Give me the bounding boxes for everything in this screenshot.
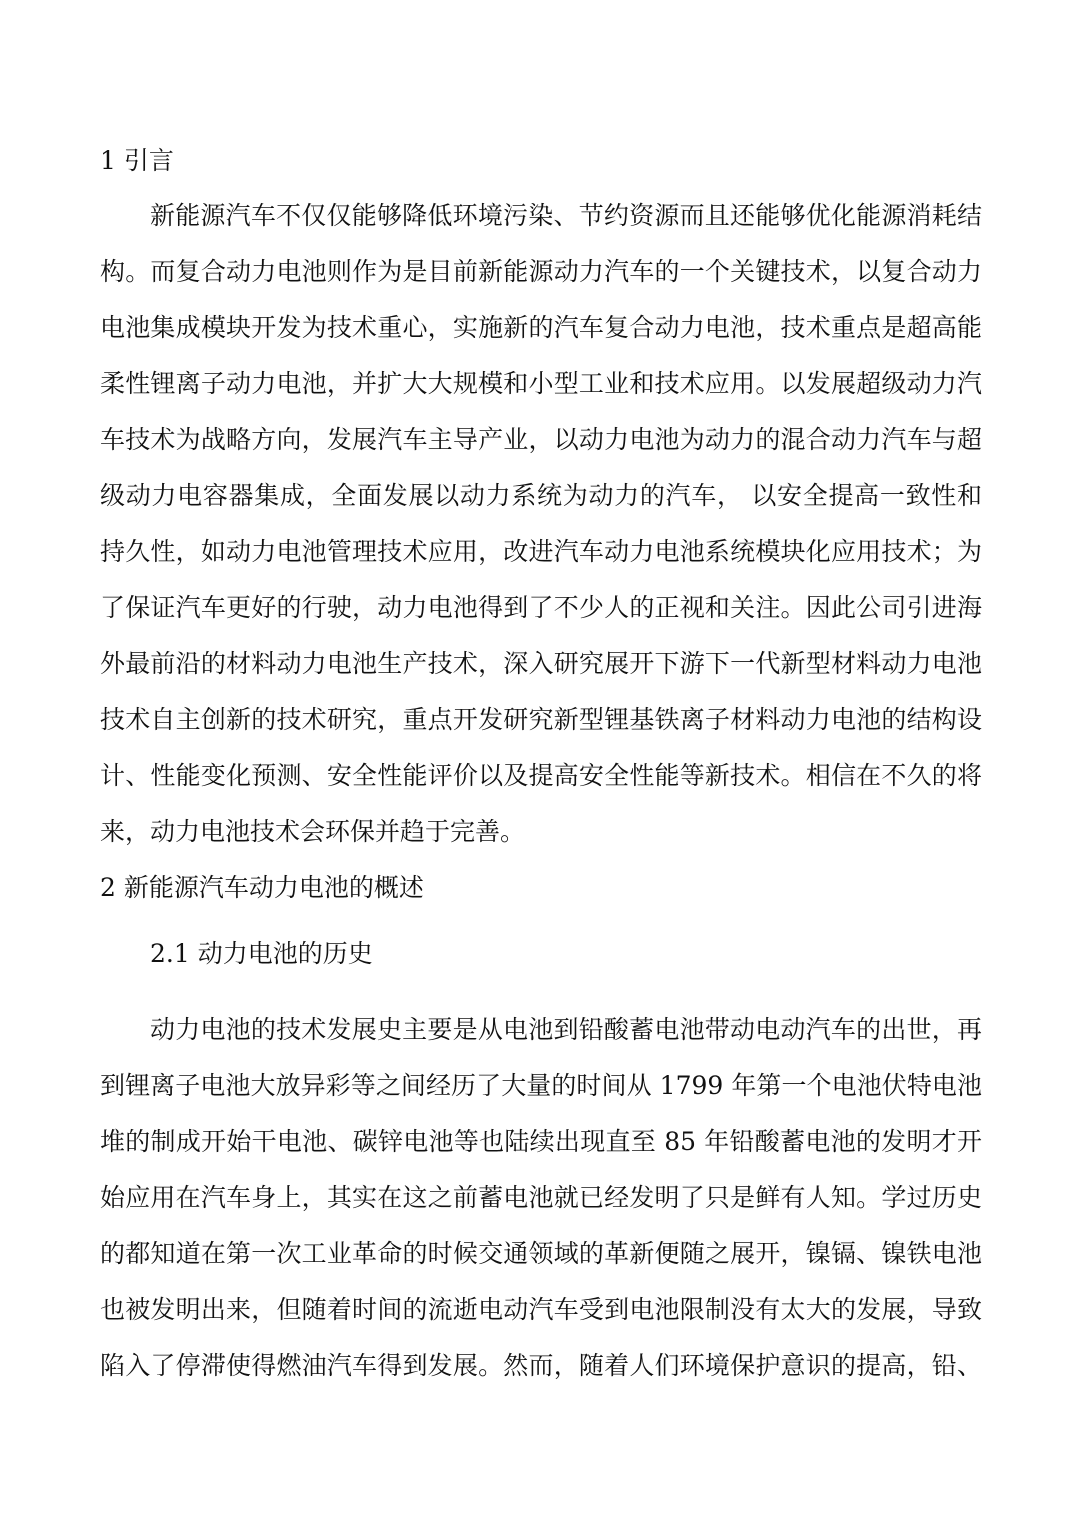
section-1-line: 级动力电容器集成，全面发展以动力系统为动力的汽车， 以安全提高一致性和 (100, 481, 982, 510)
section-1-line: 车技术为战略方向，发展汽车主导产业，以动力电池为动力的混合动力汽车与超 (100, 425, 982, 454)
section-1-line: 外最前沿的材料动力电池生产技术，深入研究展开下游下一代新型材料动力电池 (100, 649, 982, 678)
section-2-line: 堆的制成开始干电池、碳锌电池等也陆续出现直至 85 年铅酸蓄电池的发明才开 (100, 1127, 982, 1156)
section-2-line: 到锂离子电池大放异彩等之间经历了大量的时间从 1799 年第一个电池伏特电池 (100, 1071, 982, 1100)
section-1-line: 持久性，如动力电池管理技术应用，改进汽车动力电池系统模块化应用技术；为 (100, 537, 982, 566)
section-2-line: 始应用在汽车身上，其实在这之前蓄电池就已经发明了只是鲜有人知。学过历史 (100, 1183, 982, 1212)
section-1-line: 计、性能变化预测、安全性能评价以及提高安全性能等新技术。相信在不久的将 (100, 761, 982, 790)
section-2-line: 动力电池的技术发展史主要是从电池到铅酸蓄电池带动电动汽车的出世，再 (150, 1015, 982, 1044)
section-2-heading: 2 新能源汽车动力电池的概述 (100, 873, 424, 902)
section-2-line: 陷入了停滞使得燃油汽车得到发展。然而，随着人们环境保护意识的提高，铅、 (100, 1351, 982, 1380)
section-1-line: 电池集成模块开发为技术重心，实施新的汽车复合动力电池，技术重点是超高能 (100, 313, 982, 342)
section-2-line: 也被发明出来，但随着时间的流逝电动汽车受到电池限制没有太大的发展，导致 (100, 1295, 982, 1324)
section-2-line: 的都知道在第一次工业革命的时候交通领域的革新便随之展开，镍镉、镍铁电池 (100, 1239, 982, 1268)
section-1-line: 了保证汽车更好的行驶，动力电池得到了不少人的正视和关注。因此公司引进海 (100, 593, 982, 622)
section-1-line: 柔性锂离子动力电池，并扩大大规模和小型工业和技术应用。以发展超级动力汽 (100, 369, 982, 398)
section-1-line: 来，动力电池技术会环保并趋于完善。 (100, 817, 526, 846)
section-1-line: 技术自主创新的技术研究，重点开发研究新型锂基铁离子材料动力电池的结构设 (100, 705, 982, 734)
section-1-line: 新能源汽车不仅仅能够降低环境污染、节约资源而且还能够优化能源消耗结 (150, 201, 982, 230)
section-1-heading: 1 引言 (100, 146, 174, 175)
section-1-line: 构。而复合动力电池则作为是目前新能源动力汽车的一个关键技术，以复合动力 (100, 257, 982, 286)
subsection-2-1-heading: 2.1 动力电池的历史 (150, 939, 373, 968)
